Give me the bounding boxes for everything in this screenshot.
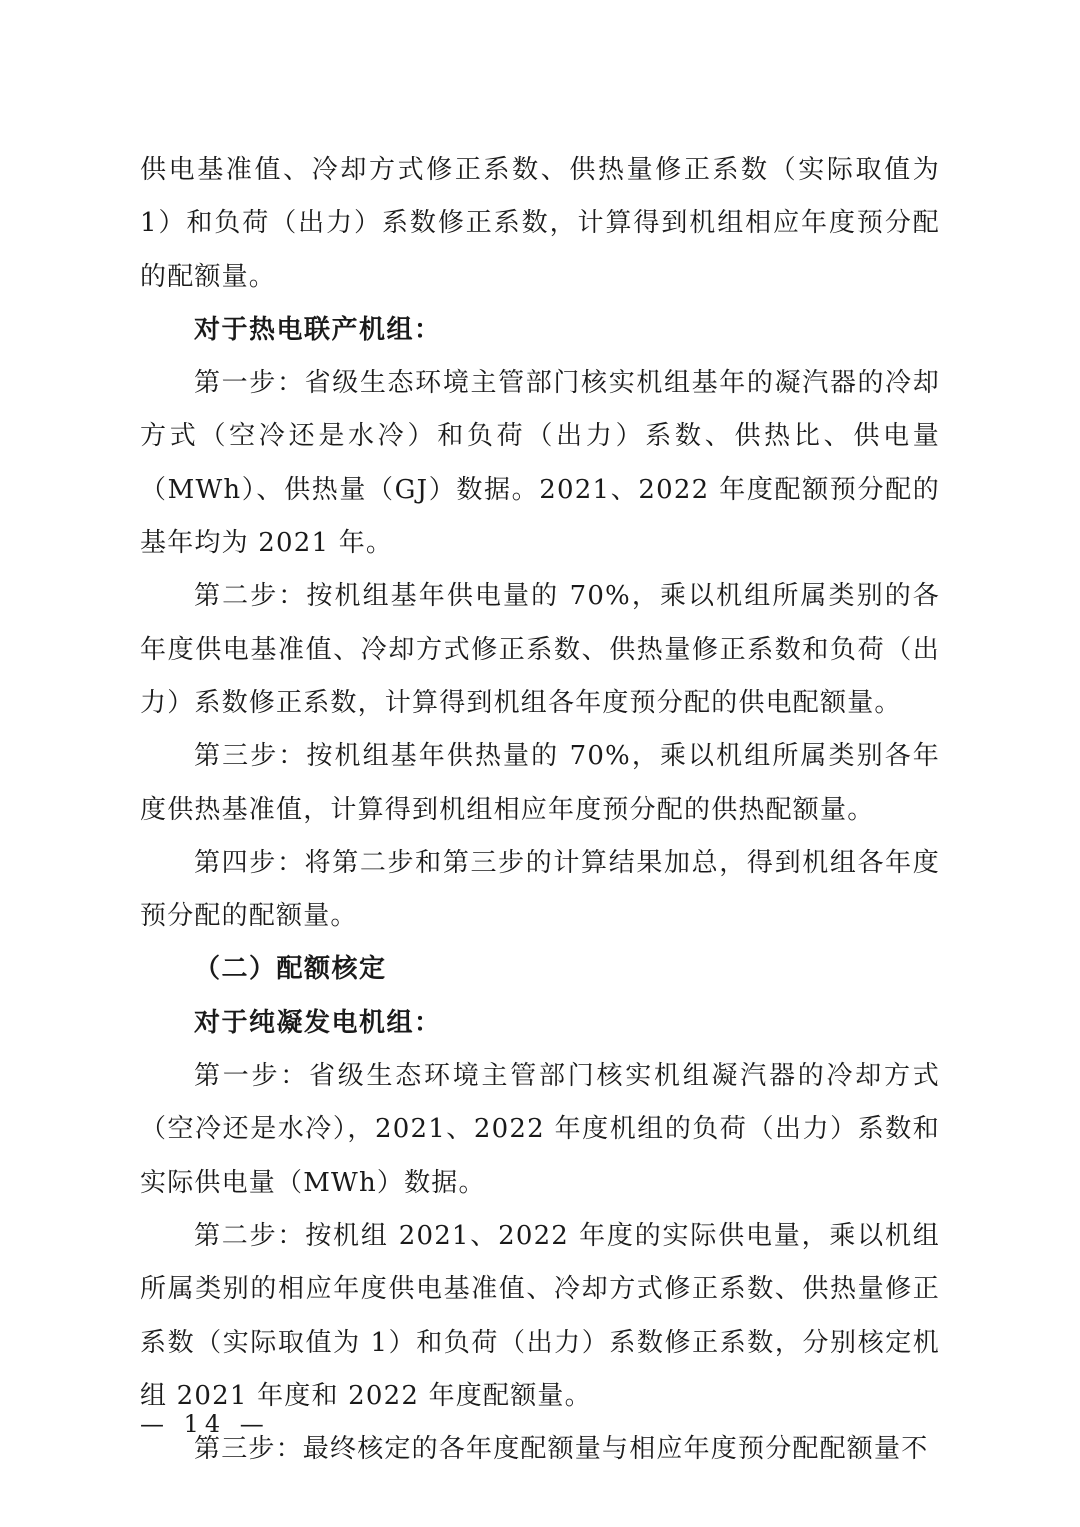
paragraph-verification-step-2: 第二步：按机组 2021、2022 年度的实际供电量，乘以机组所属类别的相应年度供电基准值、冷却方式修正系数、供热量修正系数（实际取值为 1）和负荷（出力）系数修正系数，分别核定机组 2021 年度和 2022 年度配额量。: [140, 1220, 940, 1411]
paragraph-step-3: 第三步：按机组基年供热量的 70%，乘以机组所属类别各年度供热基准值，计算得到机组相应年度预分配的供热配额量。: [140, 741, 940, 825]
paragraph-1: 供电基准值、冷却方式修正系数、供热量修正系数（实际取值为 1）和负荷（出力）系数修正系数，计算得到机组相应年度预分配的配额量。: [140, 155, 940, 292]
section-heading-condensing-units: 对于纯凝发电机组：: [194, 1007, 442, 1038]
paragraph-verification-step-1: 第一步：省级生态环境主管部门核实机组凝汽器的冷却方式（空冷还是水冷），2021、2022 年度机组的负荷（出力）系数和实际供电量（MWh）数据。: [140, 1061, 940, 1198]
paragraph-step-4: 第四步：将第二步和第三步的计算结果加总，得到机组各年度预分配的配额量。: [140, 847, 940, 932]
section-heading-cogeneration-units: 对于热电联产机组：: [194, 314, 442, 345]
paragraph-step-1: 第一步：省级生态环境主管部门核实机组基年的凝汽器的冷却方式（空冷还是水冷）和负荷（出力）系数、供热比、供电量（MWh）、供热量（GJ）数据。2021、2022 年度配额预分配的基年均为 2021 年。: [140, 368, 940, 559]
paragraph-verification-step-3: 第三步：最终核定的各年度配额量与相应年度预分配配额量不: [194, 1434, 929, 1465]
paragraph-step-2: 第二步：按机组基年供电量的 70%，乘以机组所属类别的各年度供电基准值、冷却方式修正系数、供热量修正系数和负荷（出力）系数修正系数，计算得到机组各年度预分配的供电配额量。: [140, 581, 940, 718]
page-number: — 14 —: [140, 1410, 270, 1438]
document-body: [140, 144, 940, 1476]
section-heading-quota-verification: （二）配额核定: [194, 954, 387, 985]
